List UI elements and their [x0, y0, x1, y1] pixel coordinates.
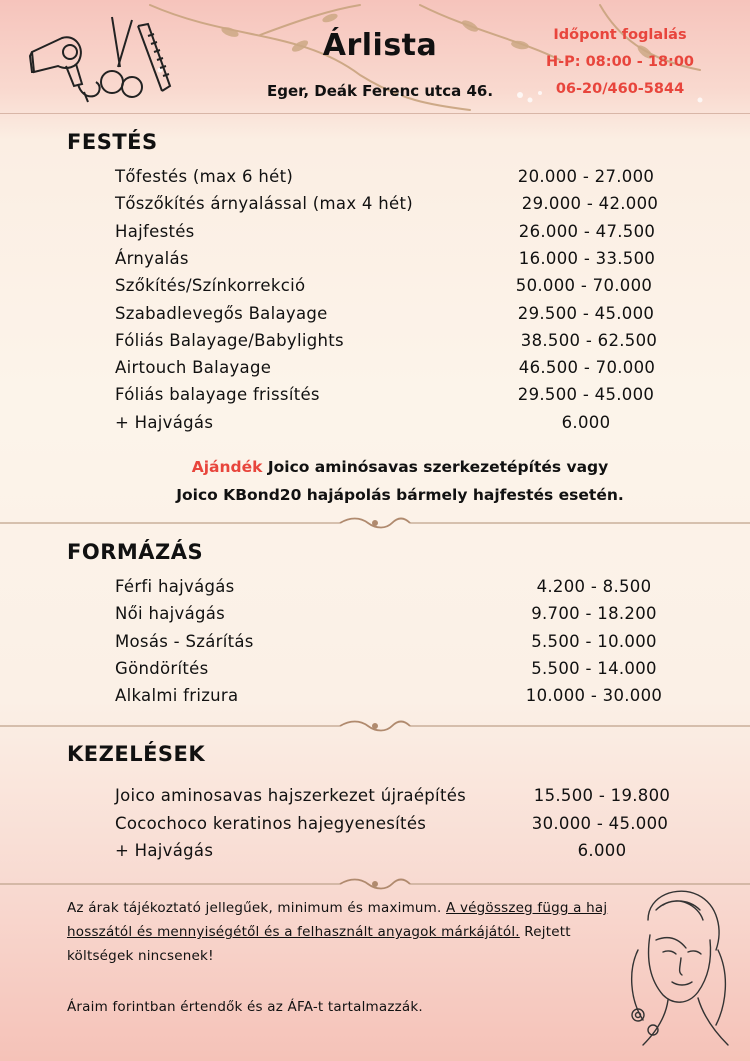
woman-portrait-icon: [608, 880, 738, 1050]
header-divider: [0, 113, 750, 114]
list-item: [0, 304, 750, 331]
list-item: [0, 358, 750, 385]
booking-info: [530, 22, 710, 103]
service-name: Férfi hajvágás: [115, 577, 235, 596]
list-item: [0, 841, 750, 868]
footer-text-end: Rejtett költségek nincsenek!: [67, 924, 571, 964]
footer-underlined: A végösszeg függ a haj hosszától és mennyiségétől és a felhasznált anyagok márkájától.: [67, 900, 608, 940]
booking-title: Időpont foglalás: [553, 27, 687, 43]
service-name: Cocochoco keratinos hajegyenesítés: [115, 813, 427, 833]
list-item: [0, 249, 750, 276]
section-title-festes: FESTÉS: [67, 130, 158, 154]
service-name: + Hajvágás: [115, 841, 214, 860]
service-price: 29.000 - 42.000: [521, 194, 659, 214]
list-item: [0, 222, 750, 249]
service-price: 15.500 - 19.800: [533, 786, 671, 805]
list-item: [0, 194, 750, 221]
gift-note: [0, 453, 750, 509]
list-item: [0, 276, 750, 303]
service-price: 26.000 - 47.500: [518, 221, 656, 241]
footer-note: [67, 896, 627, 968]
list-item: [0, 686, 750, 713]
service-name: Fóliás balayage frissítés: [115, 385, 320, 405]
list-item: [0, 786, 750, 813]
list-item: [0, 604, 750, 631]
service-name: Mosás - Szárítás: [115, 631, 254, 651]
service-price: 4.200 - 8.500: [536, 577, 652, 596]
service-name: Fóliás Balayage/Babylights: [115, 330, 344, 350]
service-name: Árnyalás: [115, 248, 189, 268]
service-price: 29.500 - 45.000: [517, 303, 655, 323]
list-item: [0, 167, 750, 194]
service-price: 30.000 - 45.000: [531, 813, 669, 833]
service-name: Joico aminosavas hajszerkezet újraépítés: [115, 786, 467, 805]
page-title: Árlista: [322, 28, 438, 63]
service-name: + Hajvágás: [115, 412, 214, 432]
service-name: Göndörítés: [115, 658, 209, 678]
section-divider: [0, 718, 750, 732]
gift-highlight: Ajándék: [191, 458, 263, 476]
gift-line2: Joico KBond20 hajápolás bármely hajfestés esetén.: [176, 486, 624, 504]
service-price: 5.500 - 14.000: [531, 658, 657, 678]
service-price: 50.000 - 70.000: [515, 276, 653, 296]
phone-number[interactable]: 06-20/460-5844: [555, 81, 685, 97]
list-item: [0, 413, 750, 440]
service-price: 29.500 - 45.000: [517, 385, 655, 405]
service-name: Hajfestés: [115, 221, 195, 241]
service-name: Szőkítés/Színkorrekció: [115, 276, 306, 296]
service-price: 46.500 - 70.000: [518, 358, 656, 378]
service-name: Női hajvágás: [115, 604, 226, 624]
address: Eger, Deák Ferenc utca 46.: [266, 82, 494, 100]
service-name: Tőfestés (max 6 hét): [115, 167, 294, 186]
opening-hours: H-P: 08:00 - 18:00: [545, 54, 695, 70]
service-price: 16.000 - 33.500: [518, 248, 656, 268]
vat-note: Áraim forintban értendők és az ÁFA-t tartalmazzák.: [67, 999, 423, 1015]
service-price: 5.500 - 10.000: [531, 631, 657, 651]
service-price: 6.000: [561, 412, 611, 432]
service-price: 20.000 - 27.000: [517, 167, 655, 186]
list-item: [0, 331, 750, 358]
section-title-kezelesek: KEZELÉSEK: [67, 742, 206, 766]
service-price: 6.000: [577, 841, 627, 860]
service-price: 10.000 - 30.000: [525, 686, 663, 706]
list-item: [0, 632, 750, 659]
list-item: [0, 385, 750, 412]
list-item: [0, 659, 750, 686]
service-price: 9.700 - 18.200: [531, 604, 657, 624]
footer-text: Az árak tájékoztató jellegűek, minimum és maximum.: [67, 900, 447, 916]
gift-line1: Joico aminósavas szerkezetépítés vagy: [262, 458, 609, 476]
list-item: [0, 814, 750, 841]
service-name: Airtouch Balayage: [115, 358, 272, 378]
service-name: Tőszőkítés árnyalással (max 4 hét): [115, 194, 413, 214]
section-title-formazas: FORMÁZÁS: [67, 540, 204, 564]
list-item: [0, 577, 750, 604]
service-price: 38.500 - 62.500: [520, 330, 658, 350]
service-name: Alkalmi frizura: [115, 686, 239, 706]
section-divider: [0, 515, 750, 529]
service-name: Szabadlevegős Balayage: [115, 303, 328, 323]
